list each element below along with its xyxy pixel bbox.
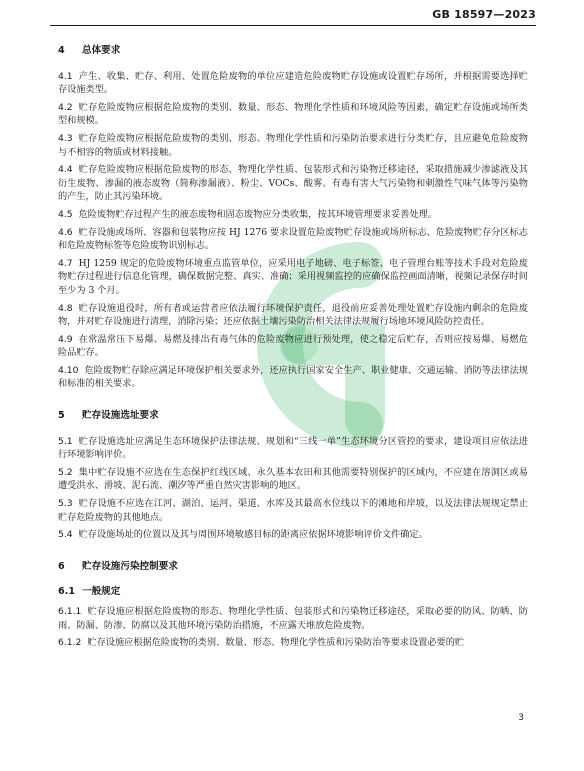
clause-4-4: 4.4 贮存危险废物应根据危险废物的形态、物理化学性质、包装形式和污染物迁移途径，采取措施减少渗滤液及其衍生废物、渗漏的液态废物（简称渗漏液）、粉尘、VOCs、酸雾、有毒有害大气污染物和刺激性气味气体等污染物的产生，防止其污染环境。 [58, 164, 528, 203]
clause-5-2: 5.2 集中贮存设施不应选在生态保护红线区域、永久基本农田和其他需要特别保护的区域内，不应建在溶洞区或易遭受洪水、滑坡、泥石流、潮汐等严重自然灾害影响的地区。 [58, 466, 528, 492]
subsection-heading-6-1: 6.1 一般规定 [58, 586, 121, 598]
document-body [58, 44, 528, 654]
page-number: 3 [518, 713, 524, 723]
clause-4-1: 4.1 产生、收集、贮存、利用、处置危险废物的单位应建造危险废物贮存设施或设置贮存场所，并根据需要选择贮存设施类型。 [58, 70, 528, 96]
section-heading-5: 5 贮存设施选址要求 [58, 410, 159, 422]
clause-6-1-2: 6.1.2 贮存设施应根据危险废物的类别、数量、形态、物理化学性质和污染防治等要求设置必要的贮 [58, 637, 465, 649]
section-heading-4: 4 总体要求 [58, 45, 121, 56]
clause-4-9: 4.9 在常温常压下易爆、易燃及排出有毒气体的危险废物应进行预处理，使之稳定后贮存，否则应按易爆、易燃危险品贮存。 [58, 333, 528, 359]
clause-4-8: 4.8 贮存设施退役时，所有者或运营者应依法履行环境保护责任，退役前应妥善处理处置贮存设施内剩余的危险废物，并对贮存设施进行清理，消除污染；还应依据土壤污染防治相关法律法规履行场地环境风险防控责任。 [58, 302, 528, 328]
clause-4-3: 4.3 贮存危险废物应根据危险废物的类别、形态、物理化学性质和污染防治要求进行分类贮存，且应避免危险废物与不相容的物质或材料接触。 [58, 132, 528, 158]
clause-4-7: 4.7 HJ 1259 规定的危险废物环境重点监管单位，应采用电子地磅、电子标签、电子管理台账等技术手段对危险废物贮存过程进行信息化管理，确保数据完整、真实、准确；采用视频监控的应确保监控画面清晰，视频记录保存时间至少为 3 个月。 [58, 257, 528, 296]
clause-4-2: 4.2 贮存危险废物应根据危险废物的类别、数量、形态、物理化学性质和环境风险等因素，确定贮存设施或场所类型和规模。 [58, 101, 528, 127]
clause-4-10: 4.10 危险废物贮存除应满足环境保护相关要求外，还应执行国家安全生产、职业健康、交通运输、消防等法律法规和标准的相关要求。 [58, 364, 528, 390]
clause-5-4: 5.4 贮存设施场址的位置以及其与周围环境敏感目标的距离应依据环境影响评价文件确定。 [58, 529, 428, 541]
clause-4-5: 4.5 危险废物贮存过程产生的液态废物和固态废物应分类收集，按其环境管理要求妥善处理。 [58, 208, 437, 220]
standard-code: GB 18597—2023 [432, 8, 536, 21]
clause-6-1-1: 6.1.1 贮存设施应根据危险废物的形态、物理化学性质、包装形式和污染物迁移途径，采取必要的防风、防晒、防雨、防漏、防渗、防腐以及其他环境污染防治措施，不应露天堆放危险废物。 [58, 606, 528, 631]
header-rule [50, 25, 536, 26]
clause-5-3: 5.3 贮存设施不应选在江河、湖泊、运河、渠道、水库及其最高水位线以下的滩地和岸坡，以及法律法规规定禁止贮存危险废物的其他地点。 [58, 498, 528, 523]
clause-5-1: 5.1 贮存设施选址应满足生态环境保护法律法规、规划和“三线一单”生态环境分区管控的要求，建设项目应依法进行环境影响评价。 [58, 435, 528, 461]
clause-4-6: 4.6 贮存设施或场所、容器和包装物应按 HJ 1276 要求设置危险废物贮存设施或场所标志、危险废物贮存分区标志和危险废物标签等危险废物识别标志。 [58, 226, 528, 252]
section-heading-6: 6 贮存设施污染控制要求 [58, 560, 178, 572]
